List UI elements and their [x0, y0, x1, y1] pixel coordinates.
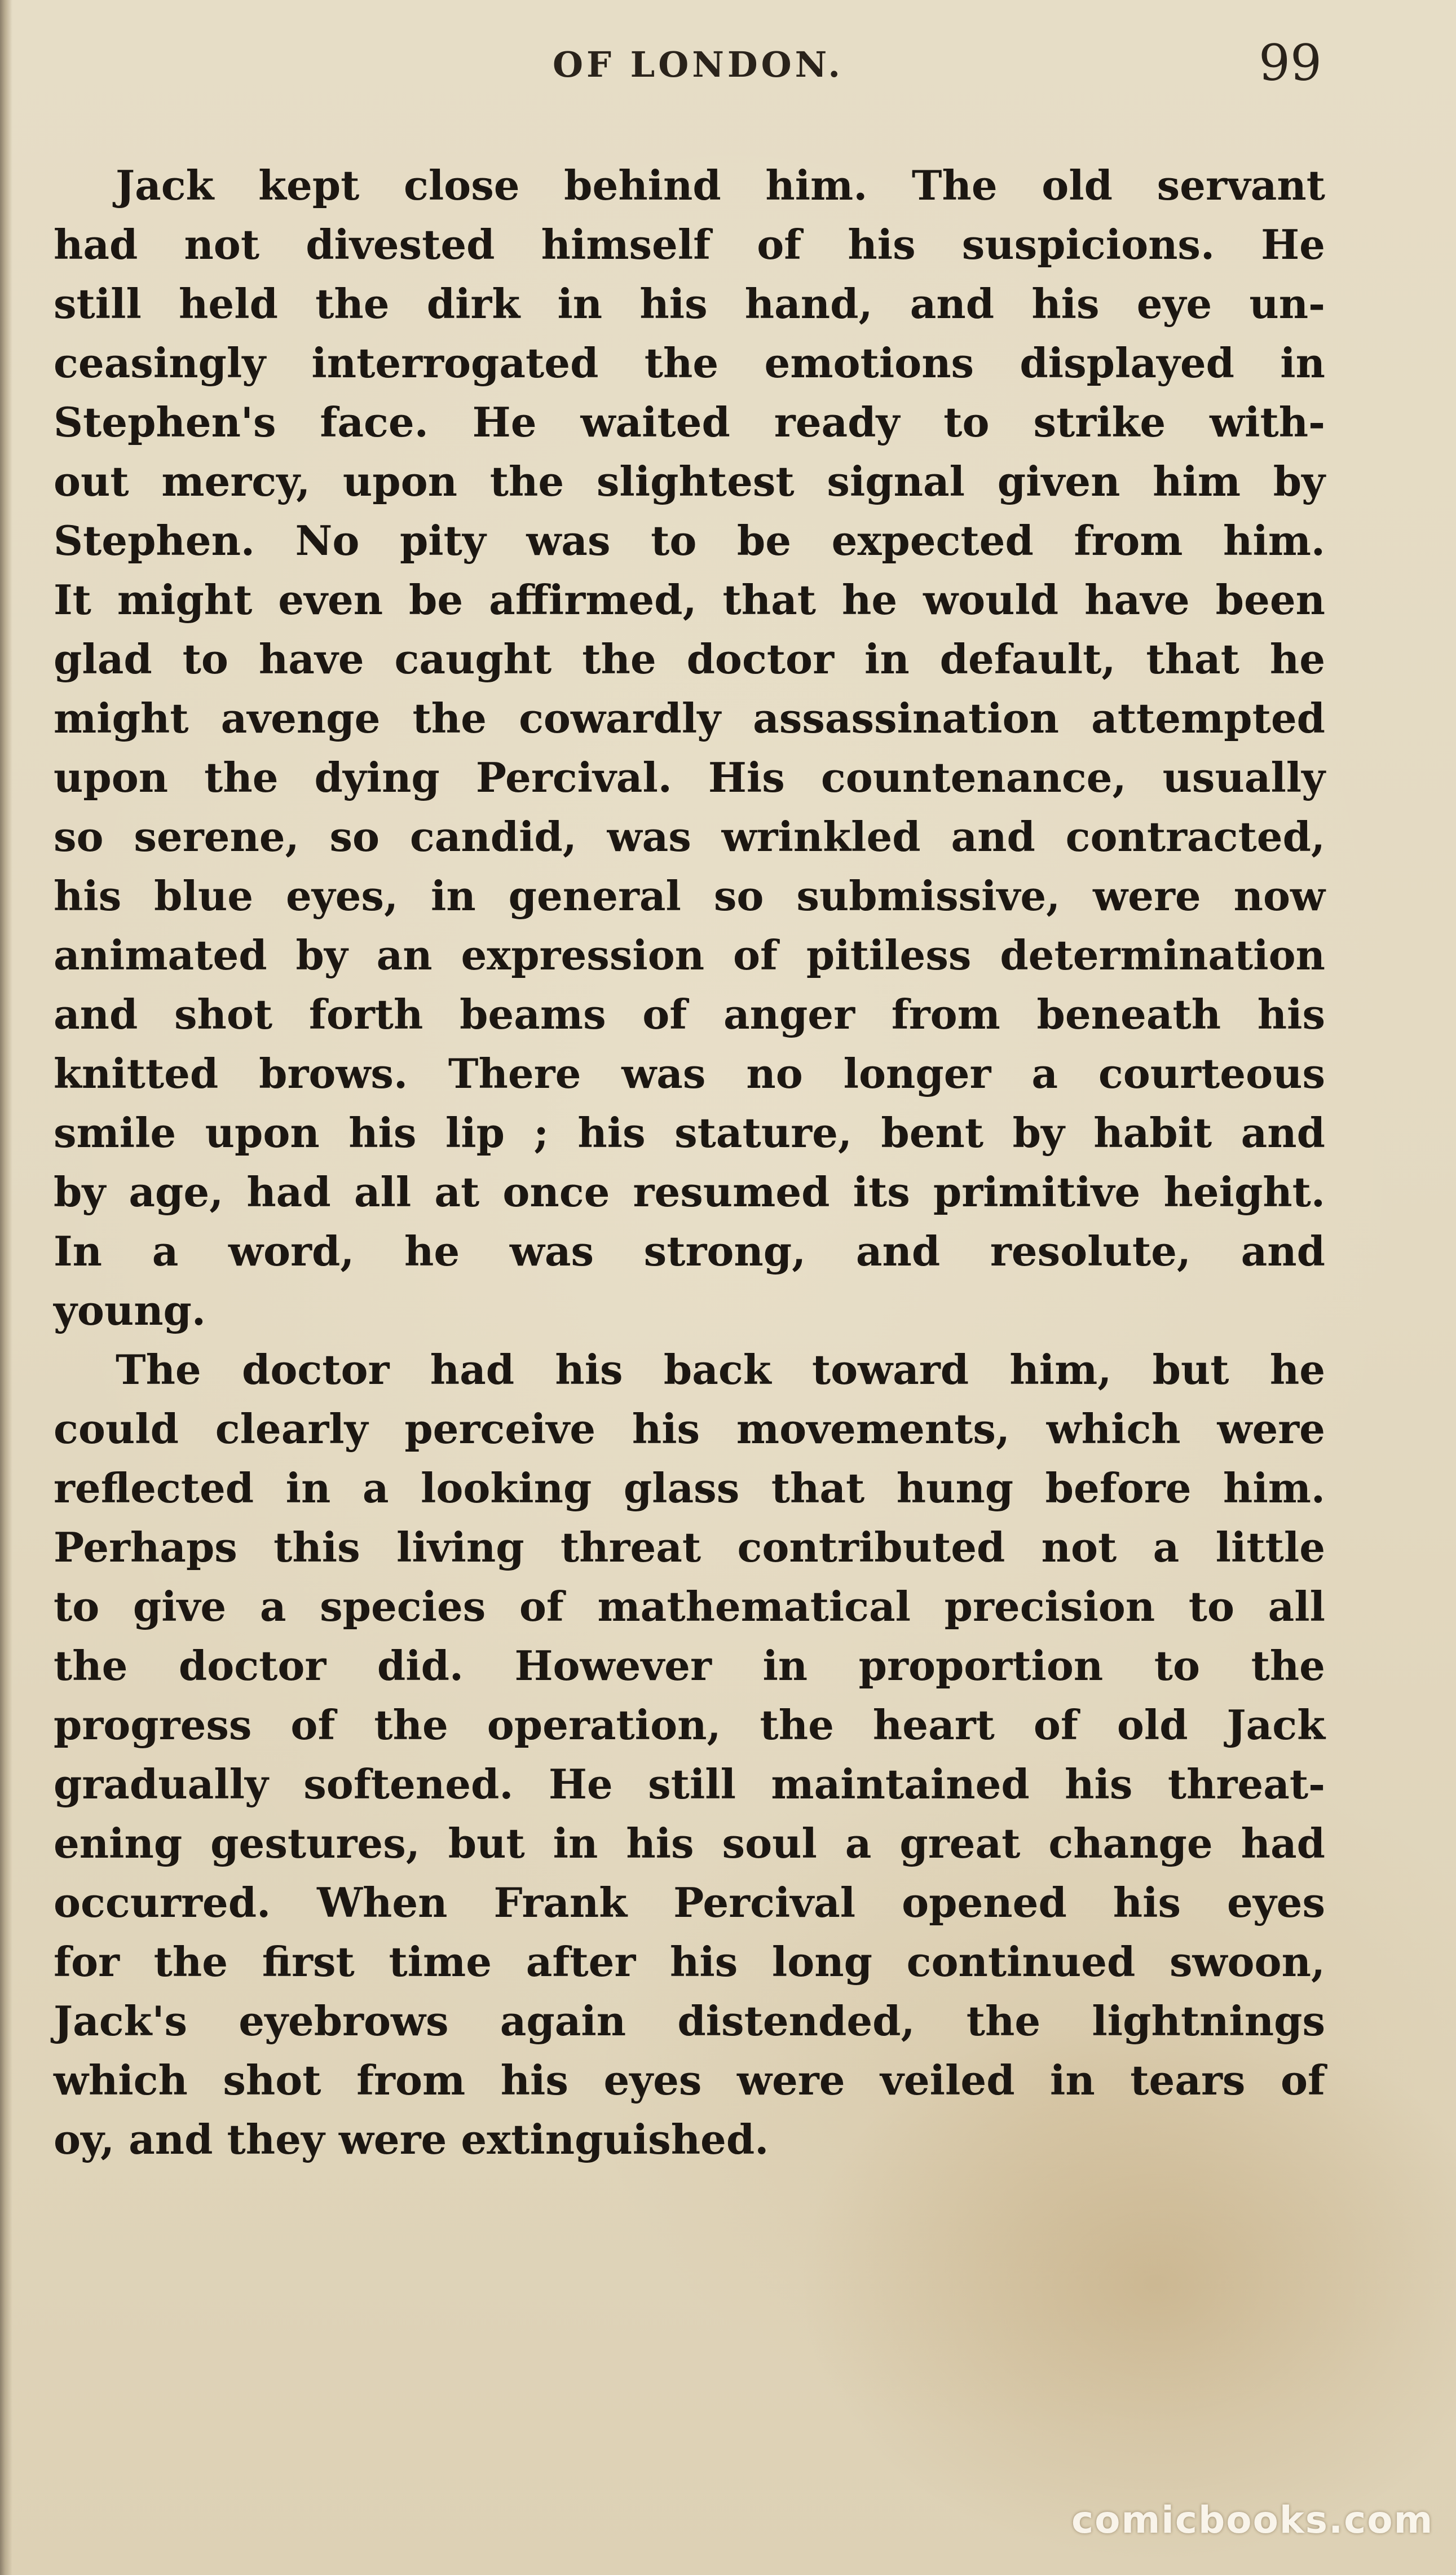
running-header: [0, 34, 1456, 96]
text-line: ening gestures, but in his soul a great change had: [54, 1819, 1325, 1867]
text-line: still held the dirk in his hand, and his eye un-: [54, 280, 1325, 328]
text-line: which shot from his eyes were veiled in tears of: [54, 2056, 1325, 2104]
page-number: 99: [1259, 34, 1322, 92]
text-line: reflected in a looking glass that hung before him.: [54, 1464, 1325, 1512]
text-line: glad to have caught the doctor in default, that he: [54, 635, 1325, 683]
text-line: out mercy, upon the slightest signal given him by: [54, 457, 1325, 505]
text-line: the doctor did. However in proportion to the: [54, 1642, 1325, 1690]
text-line: upon the dying Percival. His countenance, usually: [54, 753, 1325, 801]
paragraph-end-line: oy, and they were extinguished.: [54, 2115, 769, 2163]
text-line: progress of the operation, the heart of old Jack: [54, 1701, 1325, 1749]
text-line: animated by an expression of pitiless determination: [54, 931, 1325, 979]
body-text: [54, 156, 1325, 2169]
text-line: could clearly perceive his movements, which were: [54, 1405, 1325, 1453]
text-line: ceasingly interrogated the emotions displayed in: [54, 339, 1325, 387]
text-line: Stephen. No pity was to be expected from him.: [54, 517, 1325, 565]
text-line: Stephen's face. He waited ready to strike with-: [54, 398, 1325, 446]
text-line: and shot forth beams of anger from beneath his: [54, 990, 1325, 1038]
text-line: his blue eyes, in general so submissive, were now: [54, 872, 1325, 920]
text-line: smile upon his lip ; his stature, bent by habit and: [54, 1109, 1325, 1157]
text-line: had not divested himself of his suspicions. He: [54, 221, 1325, 268]
text-line: In a word, he was strong, and resolute, and: [54, 1227, 1325, 1275]
running-title: OF LONDON.: [553, 44, 844, 85]
text-line: for the first time after his long continued swoon,: [54, 1938, 1325, 1986]
text-line: knitted brows. There was no longer a courteous: [54, 1050, 1325, 1097]
text-line: occurred. When Frank Percival opened his eyes: [54, 1879, 1325, 1926]
text-line: to give a species of mathematical precision to all: [54, 1582, 1325, 1630]
text-line: so serene, so candid, was wrinkled and contracted,: [54, 813, 1325, 861]
text-line: Jack kept close behind him. The old servant: [116, 161, 1325, 209]
text-line: Jack's eyebrows again distended, the lightnings: [54, 1997, 1325, 2045]
watermark: comicbooks.com: [1071, 2498, 1434, 2542]
page-left-edge: [0, 0, 12, 2575]
paragraph-end-line: young.: [54, 1286, 206, 1334]
text-line: gradually softened. He still maintained his threat-: [54, 1760, 1325, 1808]
text-line: by age, had all at once resumed its primitive height.: [54, 1168, 1325, 1216]
text-line: might avenge the cowardly assassination attempted: [54, 694, 1325, 742]
text-line: It might even be affirmed, that he would have been: [54, 576, 1325, 624]
text-line: The doctor had his back toward him, but he: [116, 1346, 1325, 1394]
text-line: Perhaps this living threat contributed not a little: [54, 1523, 1325, 1571]
